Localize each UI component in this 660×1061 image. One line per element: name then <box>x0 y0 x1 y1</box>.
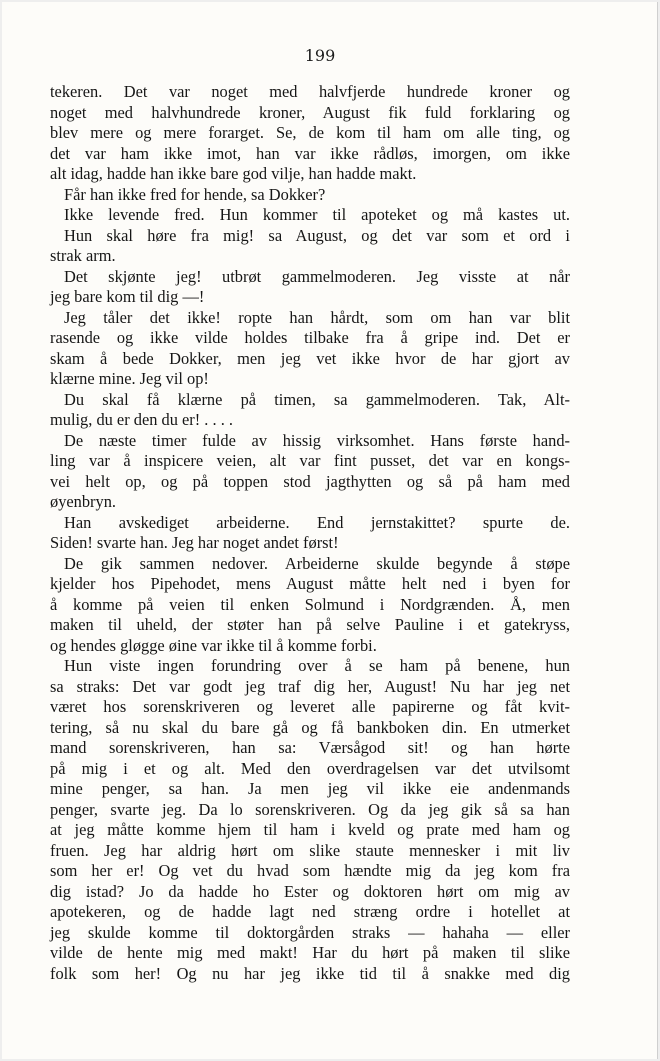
text-line: Han avskediget arbeiderne. End jernstakittet? spurte de. <box>64 512 570 532</box>
body-text <box>50 82 570 984</box>
text-line: De gik sammen nedover. Arbeiderne skulde begynde å støpe <box>64 553 570 573</box>
text-line: jeg bare kom til dig —! <box>50 287 205 306</box>
text-line: jeg skulde komme til doktorgården straks — hahaha — eller <box>50 922 570 942</box>
text-line: De næste timer fulde av hissig virksomhet. Hans første hand- <box>64 430 570 450</box>
text-line: tekeren. Det var noget med halvfjerde hundrede kroner og <box>50 82 570 101</box>
text-line: apotekeren, og de hadde lagt ned stræng ordre i hotellet at <box>50 902 570 921</box>
text-line: vei helt op, og på toppen stod jagthytten og så på ham med <box>50 471 570 491</box>
text-line: Siden! svarte han. Jeg har noget andet først! <box>50 533 339 552</box>
text-line: kjelder hos Pipehodet, mens August måtte helt ned i byen for <box>50 574 570 593</box>
text-line: Får han ikke fred for hende, sa Dokker? <box>64 184 326 204</box>
text-line: Hun skal høre fra mig! sa August, og det var som et ord i <box>64 225 570 245</box>
text-line: været hos sorenskriveren og leveret alle papirerne og fåt kvit- <box>50 697 570 716</box>
text-line: noget med halvhundrede kroner, August fik fuld forklaring og <box>50 102 570 122</box>
text-line: vilde de hente mig med makt! Har du hørt på maken til slike <box>50 943 570 962</box>
text-line: klærne mine. Jeg vil op! <box>50 369 209 388</box>
text-line: Det skjønte jeg! utbrøt gammelmoderen. Jeg visste at når <box>64 266 570 286</box>
text-line: øyenbryn. <box>50 492 117 511</box>
text-line: mand sorenskriveren, han sa: Værsågod sit! og han hørte <box>50 738 570 757</box>
text-line: dig istad? Jo da hadde ho Ester og doktoren hørt om mig av <box>50 881 570 901</box>
text-line: som her er! Og vet du hvad som hændte mig da jeg kom fra <box>50 861 570 880</box>
text-line: mine penger, sa han. Ja men jeg vil ikke eie andenmands <box>50 779 570 798</box>
text-line: skam å bede Dokker, men jeg vet ikke hvor de har gjort av <box>50 348 570 368</box>
page-number: 199 <box>304 46 336 65</box>
text-line: maken til uheld, der støter han på selve Pauline i et gatekryss, <box>50 615 570 634</box>
text-line: tering, så nu skal du bare gå og få bankboken din. En utmerket <box>50 717 570 737</box>
text-line: Jeg tåler det ikke! ropte han hårdt, som om han var blit <box>64 307 570 327</box>
text-line: strak arm. <box>50 246 116 265</box>
text-line: blev mere og mere forarget. Se, de kom til ham om alle ting, og <box>50 123 570 142</box>
text-line: Ikke levende fred. Hun kommer til apoteket og må kastes ut. <box>64 205 570 224</box>
text-line: Hun viste ingen forundring over å se ham på benene, hun <box>64 656 570 675</box>
text-line: Du skal få klærne på timen, sa gammelmoderen. Tak, Alt- <box>64 389 570 409</box>
text-line: det var ham ikke imot, han var ikke rådløs, imorgen, om ikke <box>50 143 570 163</box>
text-line: penger, svarte jeg. Da lo sorenskriveren. Og da jeg gik så sa han <box>50 799 570 819</box>
text-line: fruen. Jeg har aldrig hørt om slike staute mennesker i mit liv <box>50 840 570 860</box>
text-line: mulig, du er den du er! . . . . <box>50 410 233 429</box>
text-line: rasende og ikke vilde holdes tilbake fra å gripe ind. Det er <box>50 328 570 347</box>
text-line: at jeg måtte komme hjem til ham i kveld og prate med ham og <box>50 820 570 839</box>
text-line: ling var å inspicere veien, alt var fint pusset, det var en kongs- <box>50 451 570 470</box>
text-line: og hendes gløgge øine var ikke til å komme forbi. <box>50 635 377 655</box>
text-line: på mig i et og alt. Med den overdragelsen var det utvilsomt <box>50 758 570 778</box>
text-line: sa straks: Det var godt jeg traf dig her, August! Nu har jeg net <box>50 676 570 696</box>
text-line: folk som her! Og nu har jeg ikke tid til å snakke med dig <box>50 963 570 983</box>
text-line: å komme på veien til enken Solmund i Nordgrænden. Å, men <box>50 594 570 614</box>
text-line: alt idag, hadde han ikke bare god vilje, han hadde makt. <box>50 164 417 183</box>
